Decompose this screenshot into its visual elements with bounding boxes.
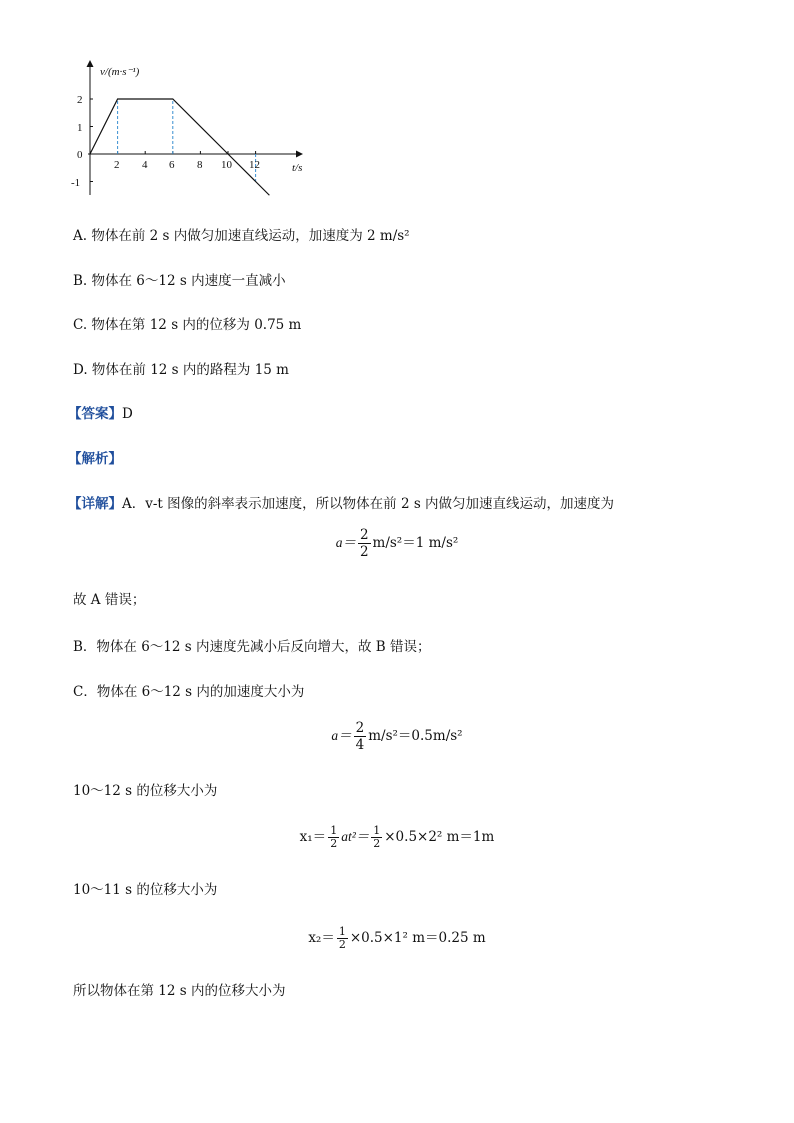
velocity-series-line — [90, 99, 269, 195]
vt-graph-svg — [60, 55, 320, 215]
equation-4 — [0, 926, 794, 951]
eq3-fraction-2 — [371, 825, 382, 850]
eq4-fraction — [337, 926, 348, 951]
option-b: B. 物体在 6～12 s 内速度一直减小 — [73, 273, 286, 289]
answer-line — [68, 405, 133, 423]
eq2-fraction — [354, 720, 367, 753]
eq4-rhs: ×0.5×1² m＝0.25 m — [349, 930, 486, 946]
eq4-lhs: x₂＝ — [308, 930, 335, 946]
answer-tag: 【答案】 — [68, 406, 122, 422]
equation-2 — [0, 720, 794, 753]
detail-line-6: 10～11 s 的位移大小为 — [73, 882, 218, 898]
detail-tag: 【详解】 — [68, 496, 122, 512]
answer-value: D — [122, 406, 133, 422]
x-tick-label-4: 4 — [142, 159, 148, 171]
eq3-rhs: ×0.5×2² m＝1m — [384, 829, 495, 845]
eq3-f1-numerator: 1 — [330, 824, 338, 837]
x-axis-label: t/s — [292, 162, 303, 174]
eq3-f2-numerator: 1 — [373, 824, 381, 837]
detail-line-1 — [68, 495, 614, 513]
x-tick-label-12: 12 — [249, 159, 260, 171]
y-tick-label-2: 2 — [77, 94, 83, 106]
eq2-numerator: 2 — [355, 720, 365, 736]
option-d: D. 物体在前 12 s 内的路程为 15 m — [73, 362, 289, 378]
eq2-lhs: a＝ — [331, 728, 352, 743]
eq1-rhs: m/s²＝1 m/s² — [372, 535, 459, 551]
x-tick-label-10: 10 — [221, 159, 232, 171]
y-tick-label-neg1: -1 — [71, 177, 81, 189]
eq1-denominator: 2 — [359, 544, 369, 560]
equation-1 — [0, 527, 794, 560]
detail-line-7: 所以物体在第 12 s 内的位移大小为 — [73, 983, 286, 999]
x-tick-label-6: 6 — [169, 159, 175, 171]
option-c: C. 物体在第 12 s 内的位移为 0.75 m — [73, 317, 302, 333]
analysis-heading — [68, 450, 122, 468]
equation-3 — [0, 825, 794, 850]
eq3-mid: at²＝ — [341, 829, 370, 844]
x-axis-arrow — [296, 151, 303, 158]
eq4-numerator: 1 — [338, 925, 346, 938]
analysis-tag: 【解析】 — [68, 451, 122, 467]
eq1-numerator: 2 — [359, 527, 369, 543]
eq3-lhs: x₁＝ — [299, 829, 327, 845]
eq3-f1-denominator: 2 — [330, 837, 338, 850]
eq4-denominator: 2 — [338, 938, 346, 951]
eq2-rhs: m/s²＝0.5m/s² — [368, 728, 463, 744]
detail-line-3: B．物体在 6～12 s 内速度先减小后反向增大，故 B 错误； — [73, 639, 431, 655]
detail-line-4: C．物体在 6～12 s 内的加速度大小为 — [73, 684, 305, 700]
eq3-f2-denominator: 2 — [373, 837, 381, 850]
eq1-lhs: a＝ — [335, 535, 356, 550]
velocity-time-graph — [60, 55, 320, 215]
eq2-denominator: 4 — [355, 737, 365, 753]
x-tick-label-8: 8 — [197, 159, 203, 171]
origin-label: 0 — [77, 149, 83, 161]
y-axis-arrow — [87, 60, 94, 67]
dashed-guides — [118, 99, 256, 182]
x-tick-label-2: 2 — [114, 159, 120, 171]
y-axis-label: v/(m·s⁻¹) — [100, 66, 140, 78]
detail-text-a: A．v-t 图像的斜率表示加速度，所以物体在前 2 s 内做匀加速直线运动，加速度为 — [122, 496, 615, 512]
eq1-fraction — [358, 527, 371, 560]
detail-line-2: 故 A 错误； — [73, 592, 146, 608]
option-a: A. 物体在前 2 s 内做匀加速直线运动，加速度为 2 m/s² — [73, 228, 410, 244]
eq3-fraction-1 — [328, 825, 339, 850]
detail-line-5: 10～12 s 的位移大小为 — [73, 783, 218, 799]
y-tick-label-1: 1 — [77, 122, 83, 134]
